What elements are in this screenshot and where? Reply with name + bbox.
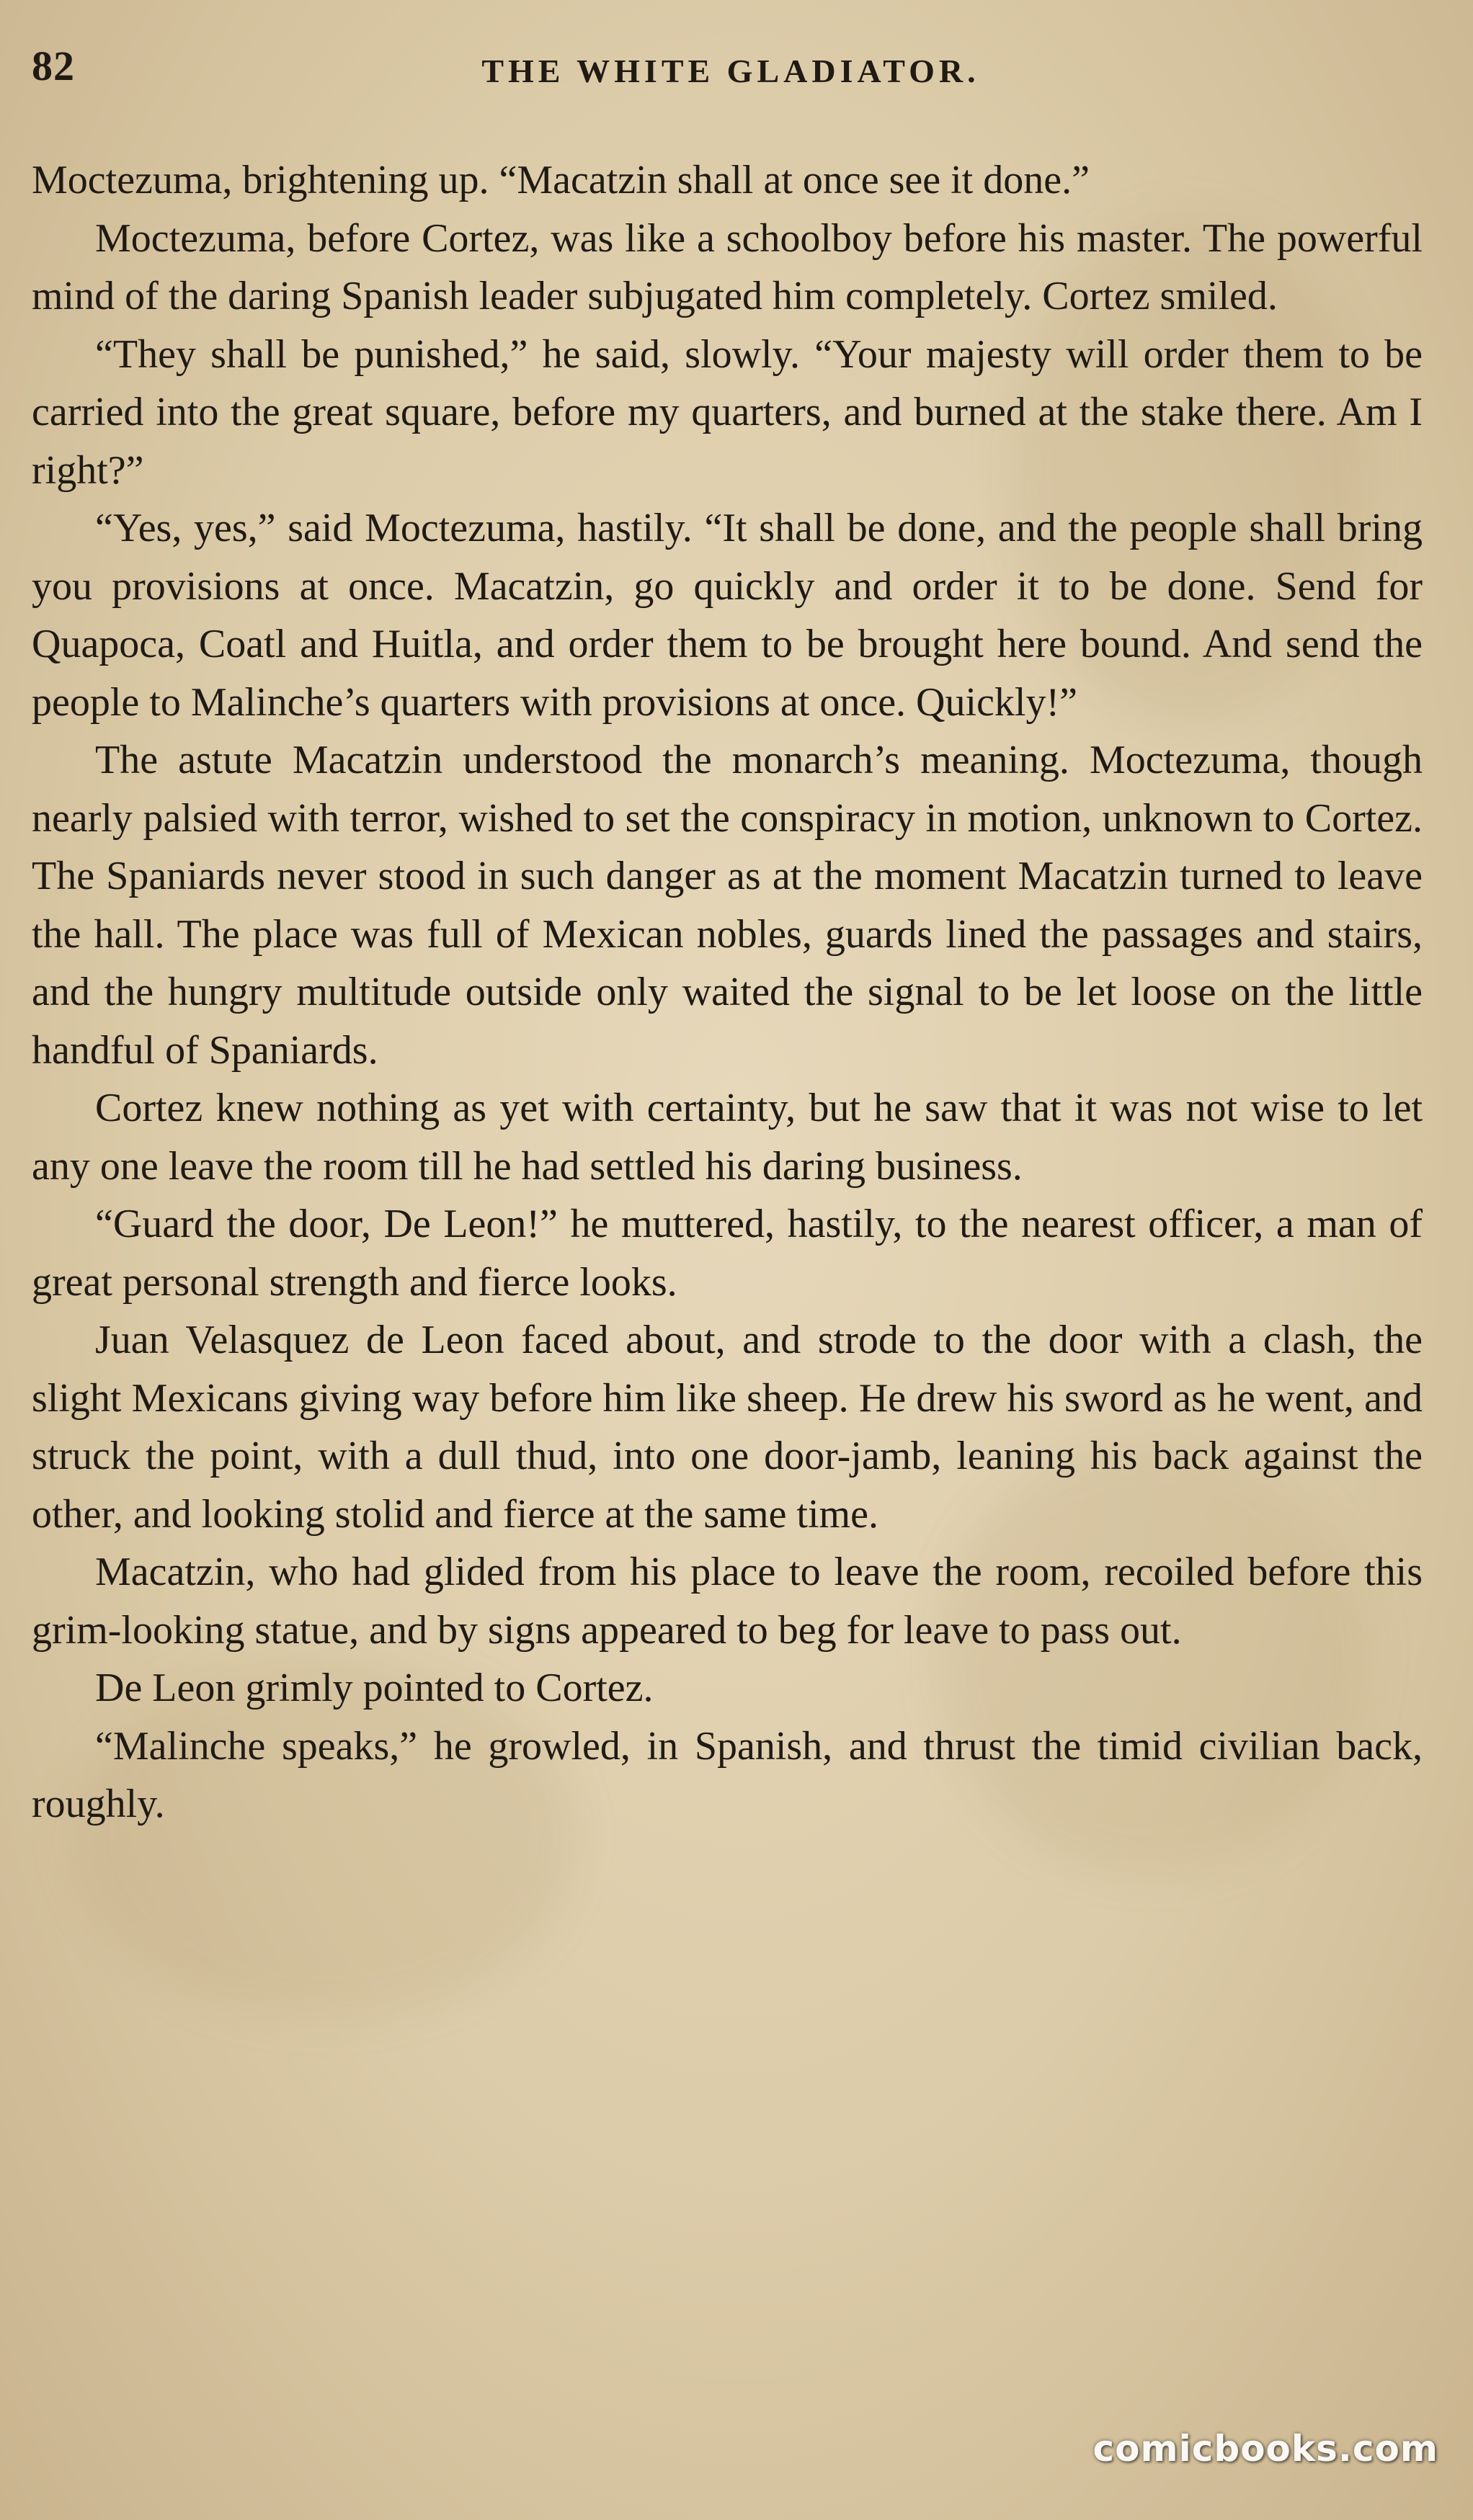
paragraph: Moctezuma, before Cortez, was like a schoolboy before his master. The powerful mind of the daring Spanish leader subjugated him completely. Cortez smiled. [32,215,1423,318]
page-number: 82 [32,43,75,89]
watermark: comicbooks.com [1092,2428,1438,2470]
paragraph: Macatzin, who had glided from his place to leave the room, recoiled before this grim-looking statue, and by signs appeared to beg for leave to pass out. [32,1550,1423,1653]
body-text [32,151,1423,1833]
paragraph: “Malinche speaks,” he growled, in Spanish, and thrust the timid civilian back, roughly. [32,1723,1423,1826]
running-title: THE WHITE GLADIATOR. [481,53,980,89]
paragraph: “Yes, yes,” said Moctezuma, hastily. “It shall be done, and the people shall bring you provisions at once. Macatzin, go quickly and order it to be done. Send for Quapoca, Coatl and Huitla, and order them to be brought here bound. And send the people to Malinche’s quarters with provisions at once. Quickly!” [32,506,1423,725]
paragraph: “They shall be punished,” he said, slowly. “Your majesty will order them to be carried into the great square, before my quarters, and burned at the stake there. Am I right?” [32,331,1423,493]
paragraph: Cortez knew nothing as yet with certainty, but he saw that it was not wise to let any one leave the room till he had settled his daring business. [32,1086,1423,1189]
paragraph: Moctezuma, brightening up. “Macatzin shall at once see it done.” [32,158,1090,202]
paragraph: The astute Macatzin understood the monarch’s meaning. Moctezuma, though nearly palsied with terror, wished to set the conspiracy in motion, unknown to Cortez. The Spaniards never stood in such danger as at the moment Macatzin turned to leave the hall. The place was full of Mexican nobles, guards lined the passages and stairs, and the hungry multitude outside only waited the signal to be let loose on the little handful of Spaniards. [32,738,1423,1073]
page-header [32,42,1430,99]
paragraph: Juan Velasquez de Leon faced about, and strode to the door with a clash, the slight Mexicans giving way before him like sheep. He drew his sword as he went, and struck the point, with a dull thud, into one door-jamb, leaning his back against the other, and looking stolid and fierce at the same time. [32,1318,1423,1537]
paragraph: De Leon grimly pointed to Cortez. [95,1666,654,1710]
paragraph: “Guard the door, De Leon!” he muttered, hastily, to the nearest officer, a man of great personal strength and fierce looks. [32,1202,1423,1305]
